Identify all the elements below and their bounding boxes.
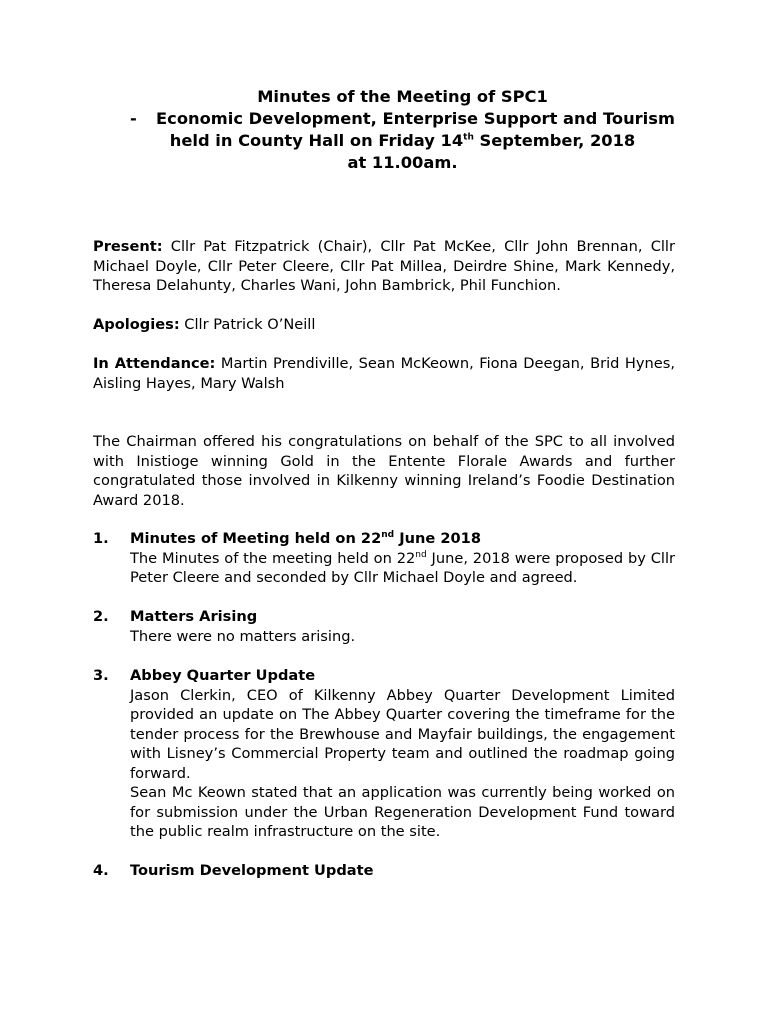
- title-line-2: [130, 108, 675, 130]
- attendance-text: Martin Prendiville, Sean McKeown, Fiona Deegan, Brid Hynes, Aisling Hayes, Mary Walsh: [93, 355, 675, 392]
- agenda-item-3: [93, 666, 675, 842]
- item-content: [130, 607, 675, 646]
- title-line-2-text: Economic Development, Enterprise Support and Tourism: [156, 109, 675, 128]
- item-number: 3.: [93, 667, 109, 684]
- item-heading-post: June 2018: [394, 530, 481, 547]
- title-line-1: Minutes of the Meeting of SPC1: [257, 87, 548, 106]
- title-line-3-sup: th: [463, 132, 474, 143]
- item-heading: Tourism Development Update: [130, 862, 374, 879]
- item-heading-pre: Minutes of Meeting held on 22: [130, 530, 382, 547]
- item-number: 1.: [93, 530, 109, 547]
- item-body: [130, 549, 675, 588]
- item-number: 4.: [93, 862, 109, 879]
- item-heading: Matters Arising: [130, 608, 258, 625]
- title-line-3: [130, 130, 675, 152]
- item-heading: [130, 529, 675, 549]
- title-line-3-pre: held in County Hall on Friday 14: [169, 131, 464, 150]
- item-heading-sup: nd: [381, 530, 395, 541]
- item-body-pre: The Minutes of the meeting held on 22: [130, 549, 416, 567]
- agenda-item-4: [93, 861, 675, 881]
- item-number: 2.: [93, 608, 109, 625]
- apologies-label: Apologies:: [93, 316, 180, 333]
- item-content: [130, 666, 675, 842]
- item-content: [130, 861, 675, 881]
- apologies-paragraph: [93, 315, 675, 335]
- item-body: There were no matters arising.: [130, 627, 356, 645]
- apologies-text: Cllr Patrick O’Neill: [179, 316, 316, 333]
- title-line-4: at 11.00am.: [347, 153, 458, 172]
- title-line-3-post: September, 2018: [473, 131, 636, 150]
- title-dash: -: [130, 109, 137, 128]
- item-body-1: Jason Clerkin, CEO of Kilkenny Abbey Quarter Development Limited provided an update on The Abbey Quarter covering the timeframe for the tender process for the Brewhouse and Mayfair buildings, the engagement with Lisney’s Commercial Property team and outlined the roadmap going forward.: [130, 686, 675, 782]
- present-label: Present:: [93, 238, 163, 255]
- present-paragraph: [93, 237, 675, 296]
- item-body-2: Sean Mc Keown stated that an application was currently being worked on for submission under the Urban Regeneration Development Fund toward the public realm infrastructure on the site.: [130, 784, 675, 840]
- item-heading: Abbey Quarter Update: [130, 667, 316, 684]
- document-title: [130, 86, 675, 174]
- item-content: [130, 529, 675, 588]
- attendance-paragraph: [93, 354, 675, 393]
- item-body-post: June, 2018 were proposed by Cllr Peter Cleere and seconded by Cllr Michael Doyle and agreed.: [130, 549, 676, 586]
- item-body-sup: nd: [415, 549, 427, 560]
- attendance-label: In Attendance:: [93, 355, 216, 372]
- chairman-paragraph: The Chairman offered his congratulations on behalf of the SPC to all involved with Inistioge winning Gold in the Entente Florale Awards and further congratulated those involved in Kilkenny winning Ireland’s Foodie Destination Award 2018.: [93, 433, 675, 509]
- agenda-item-2: [93, 607, 675, 646]
- agenda-item-1: [93, 529, 675, 588]
- present-text: Cllr Pat Fitzpatrick (Chair), Cllr Pat McKee, Cllr John Brennan, Cllr Michael Doyle, Cllr Peter Cleere, Cllr Pat Millea, Deirdre Shine, Mark Kennedy, Theresa Delahunty, Charles Wani, John Bambrick, Phil Funchion.: [93, 238, 675, 294]
